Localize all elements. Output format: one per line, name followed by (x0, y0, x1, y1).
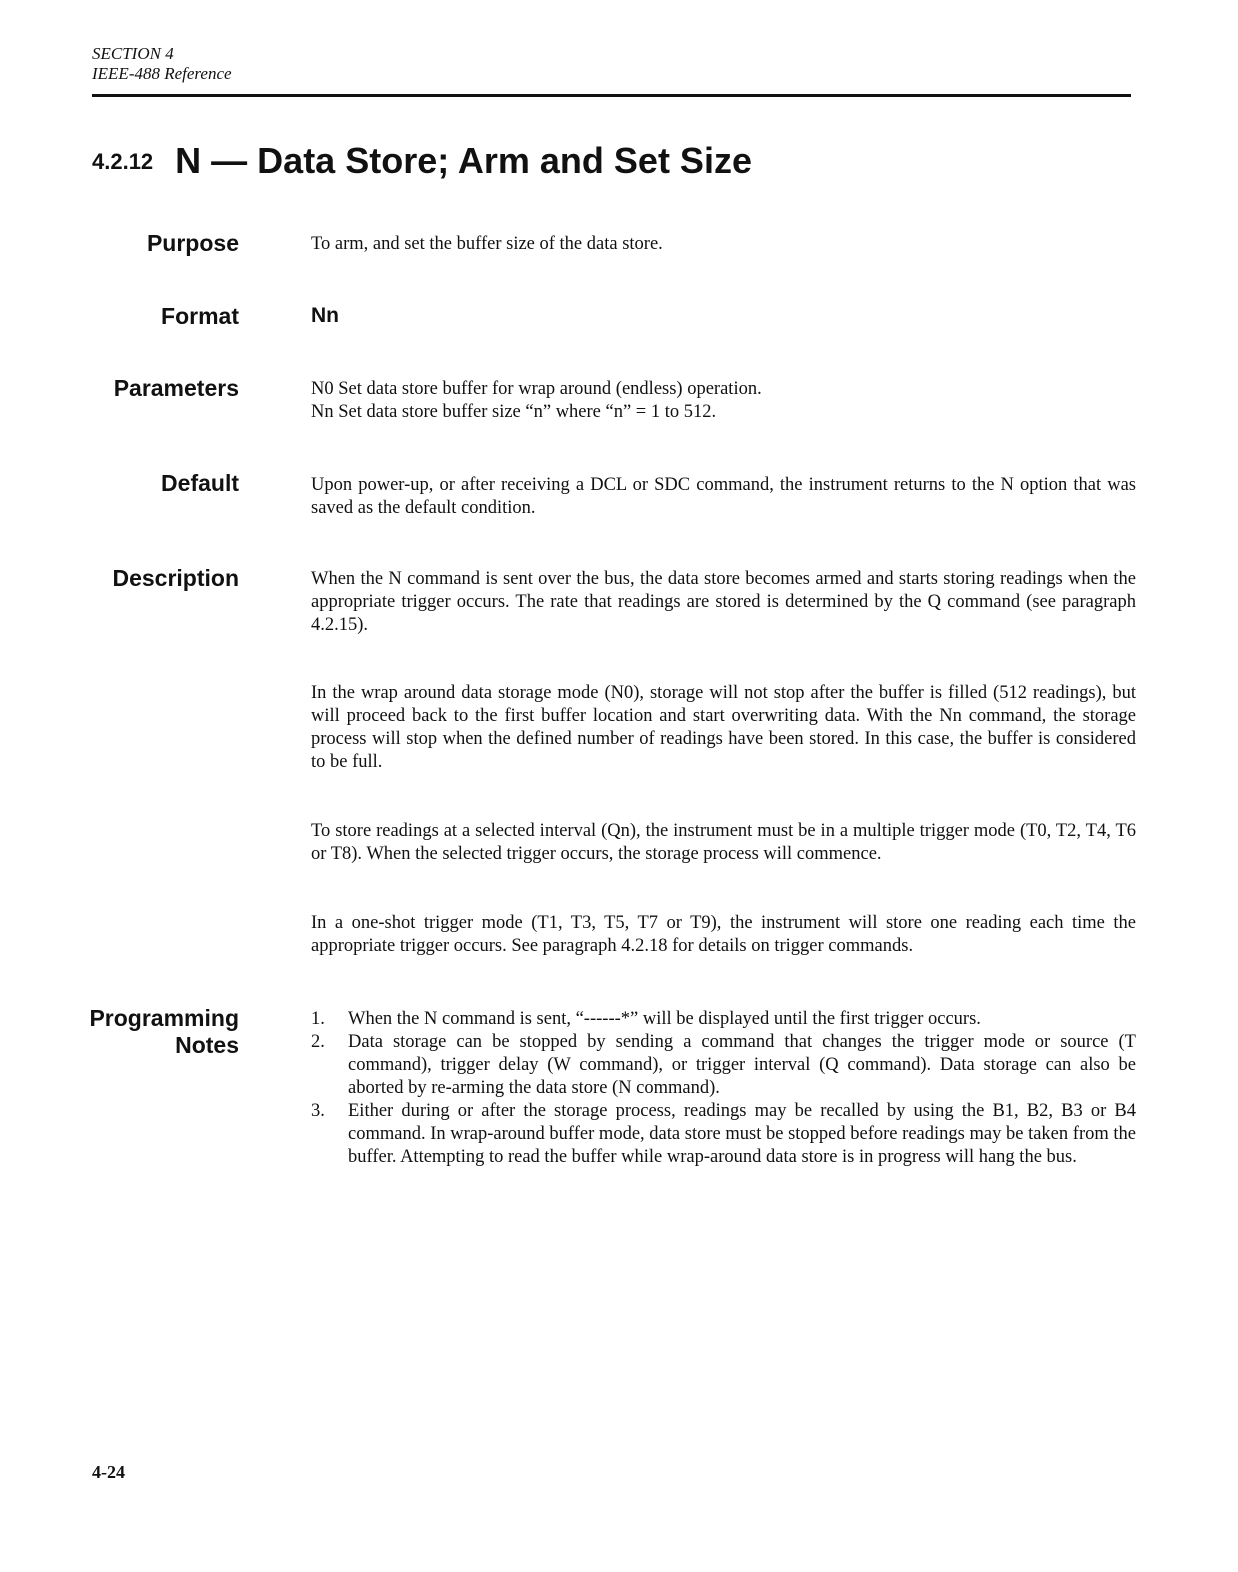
format-label: Format (161, 303, 239, 329)
running-header (92, 44, 232, 84)
section-subtitle: IEEE-488 Reference (92, 64, 232, 83)
default-label: Default (161, 470, 239, 496)
note-text: Either during or after the storage process, readings may be recalled by using the B1, B2, B3 or B4 command. In wrap-around buffer mode, data store must be stopped before readings may be taken from the buffer. Attempting to read the buffer while wrap-around data store is in progress will hang the bus. (348, 1101, 1136, 1167)
note-text: Data storage can be stopped by sending a command that changes the trigger mode or source (T command), trigger delay (W command), or trigger interval (Q command). Data storage can also be aborted by re-arming the data store (N command). (348, 1032, 1136, 1098)
title-number: 4.2.12 (92, 149, 154, 174)
note-item (311, 1100, 1136, 1169)
parameter-line: N0 Set data store buffer for wrap around (endless) operation. (311, 379, 762, 399)
programming-notes-label-line2: Notes (175, 1032, 239, 1058)
description-paragraph: To store readings at a selected interval (Qn), the instrument must be in a multiple trigger mode (T0, T2, T4, T6 or T8). When the selected trigger occurs, the storage process will commence. (311, 821, 1136, 864)
programming-notes-list (311, 1008, 1136, 1169)
programming-notes-label (89, 1005, 239, 1059)
note-number: 3. (311, 1101, 325, 1121)
note-item (311, 1031, 1136, 1100)
format-value: Nn (311, 304, 339, 327)
parameter-line: Nn Set data store buffer size “n” where “n” = 1 to 512. (311, 402, 717, 422)
description-label: Description (112, 565, 239, 591)
page-title (92, 140, 752, 182)
title-text: N — Data Store; Arm and Set Size (175, 140, 752, 181)
purpose-text: To arm, and set the buffer size of the data store. (311, 234, 663, 254)
parameters-label: Parameters (113, 375, 239, 401)
note-text: When the N command is sent, “------*” will be displayed until the first trigger occurs. (348, 1009, 981, 1029)
description-paragraph: In a one-shot trigger mode (T1, T3, T5, T7 or T9), the instrument will store one reading each time the appropriate trigger occurs. See paragraph 4.2.18 for details on trigger commands. (311, 913, 1136, 956)
parameters-list (311, 378, 1136, 424)
note-number: 2. (311, 1032, 325, 1052)
header-rule (92, 94, 1131, 97)
note-number: 1. (311, 1009, 325, 1029)
description-paragraph: In the wrap around data storage mode (N0), storage will not stop after the buffer is filled (512 readings), but will proceed back to the first buffer location and start overwriting data. With the Nn command, the storage process will stop when the defined number of readings have been stored. In this case, the buffer is considered to be full. (311, 683, 1136, 772)
page-number: 4-24 (92, 1462, 125, 1482)
note-item (311, 1008, 1136, 1031)
purpose-label: Purpose (146, 230, 239, 256)
programming-notes-label-line1: Programming (89, 1005, 239, 1031)
description-paragraph: When the N command is sent over the bus, the data store becomes armed and starts storing readings when the appropriate trigger occurs. The rate that readings are stored is determined by the Q command (see paragraph 4.2.15). (311, 569, 1136, 635)
default-text: Upon power-up, or after receiving a DCL or SDC command, the instrument returns to the N option that was saved as the default condition. (311, 475, 1136, 518)
section-label: SECTION 4 (92, 44, 174, 63)
